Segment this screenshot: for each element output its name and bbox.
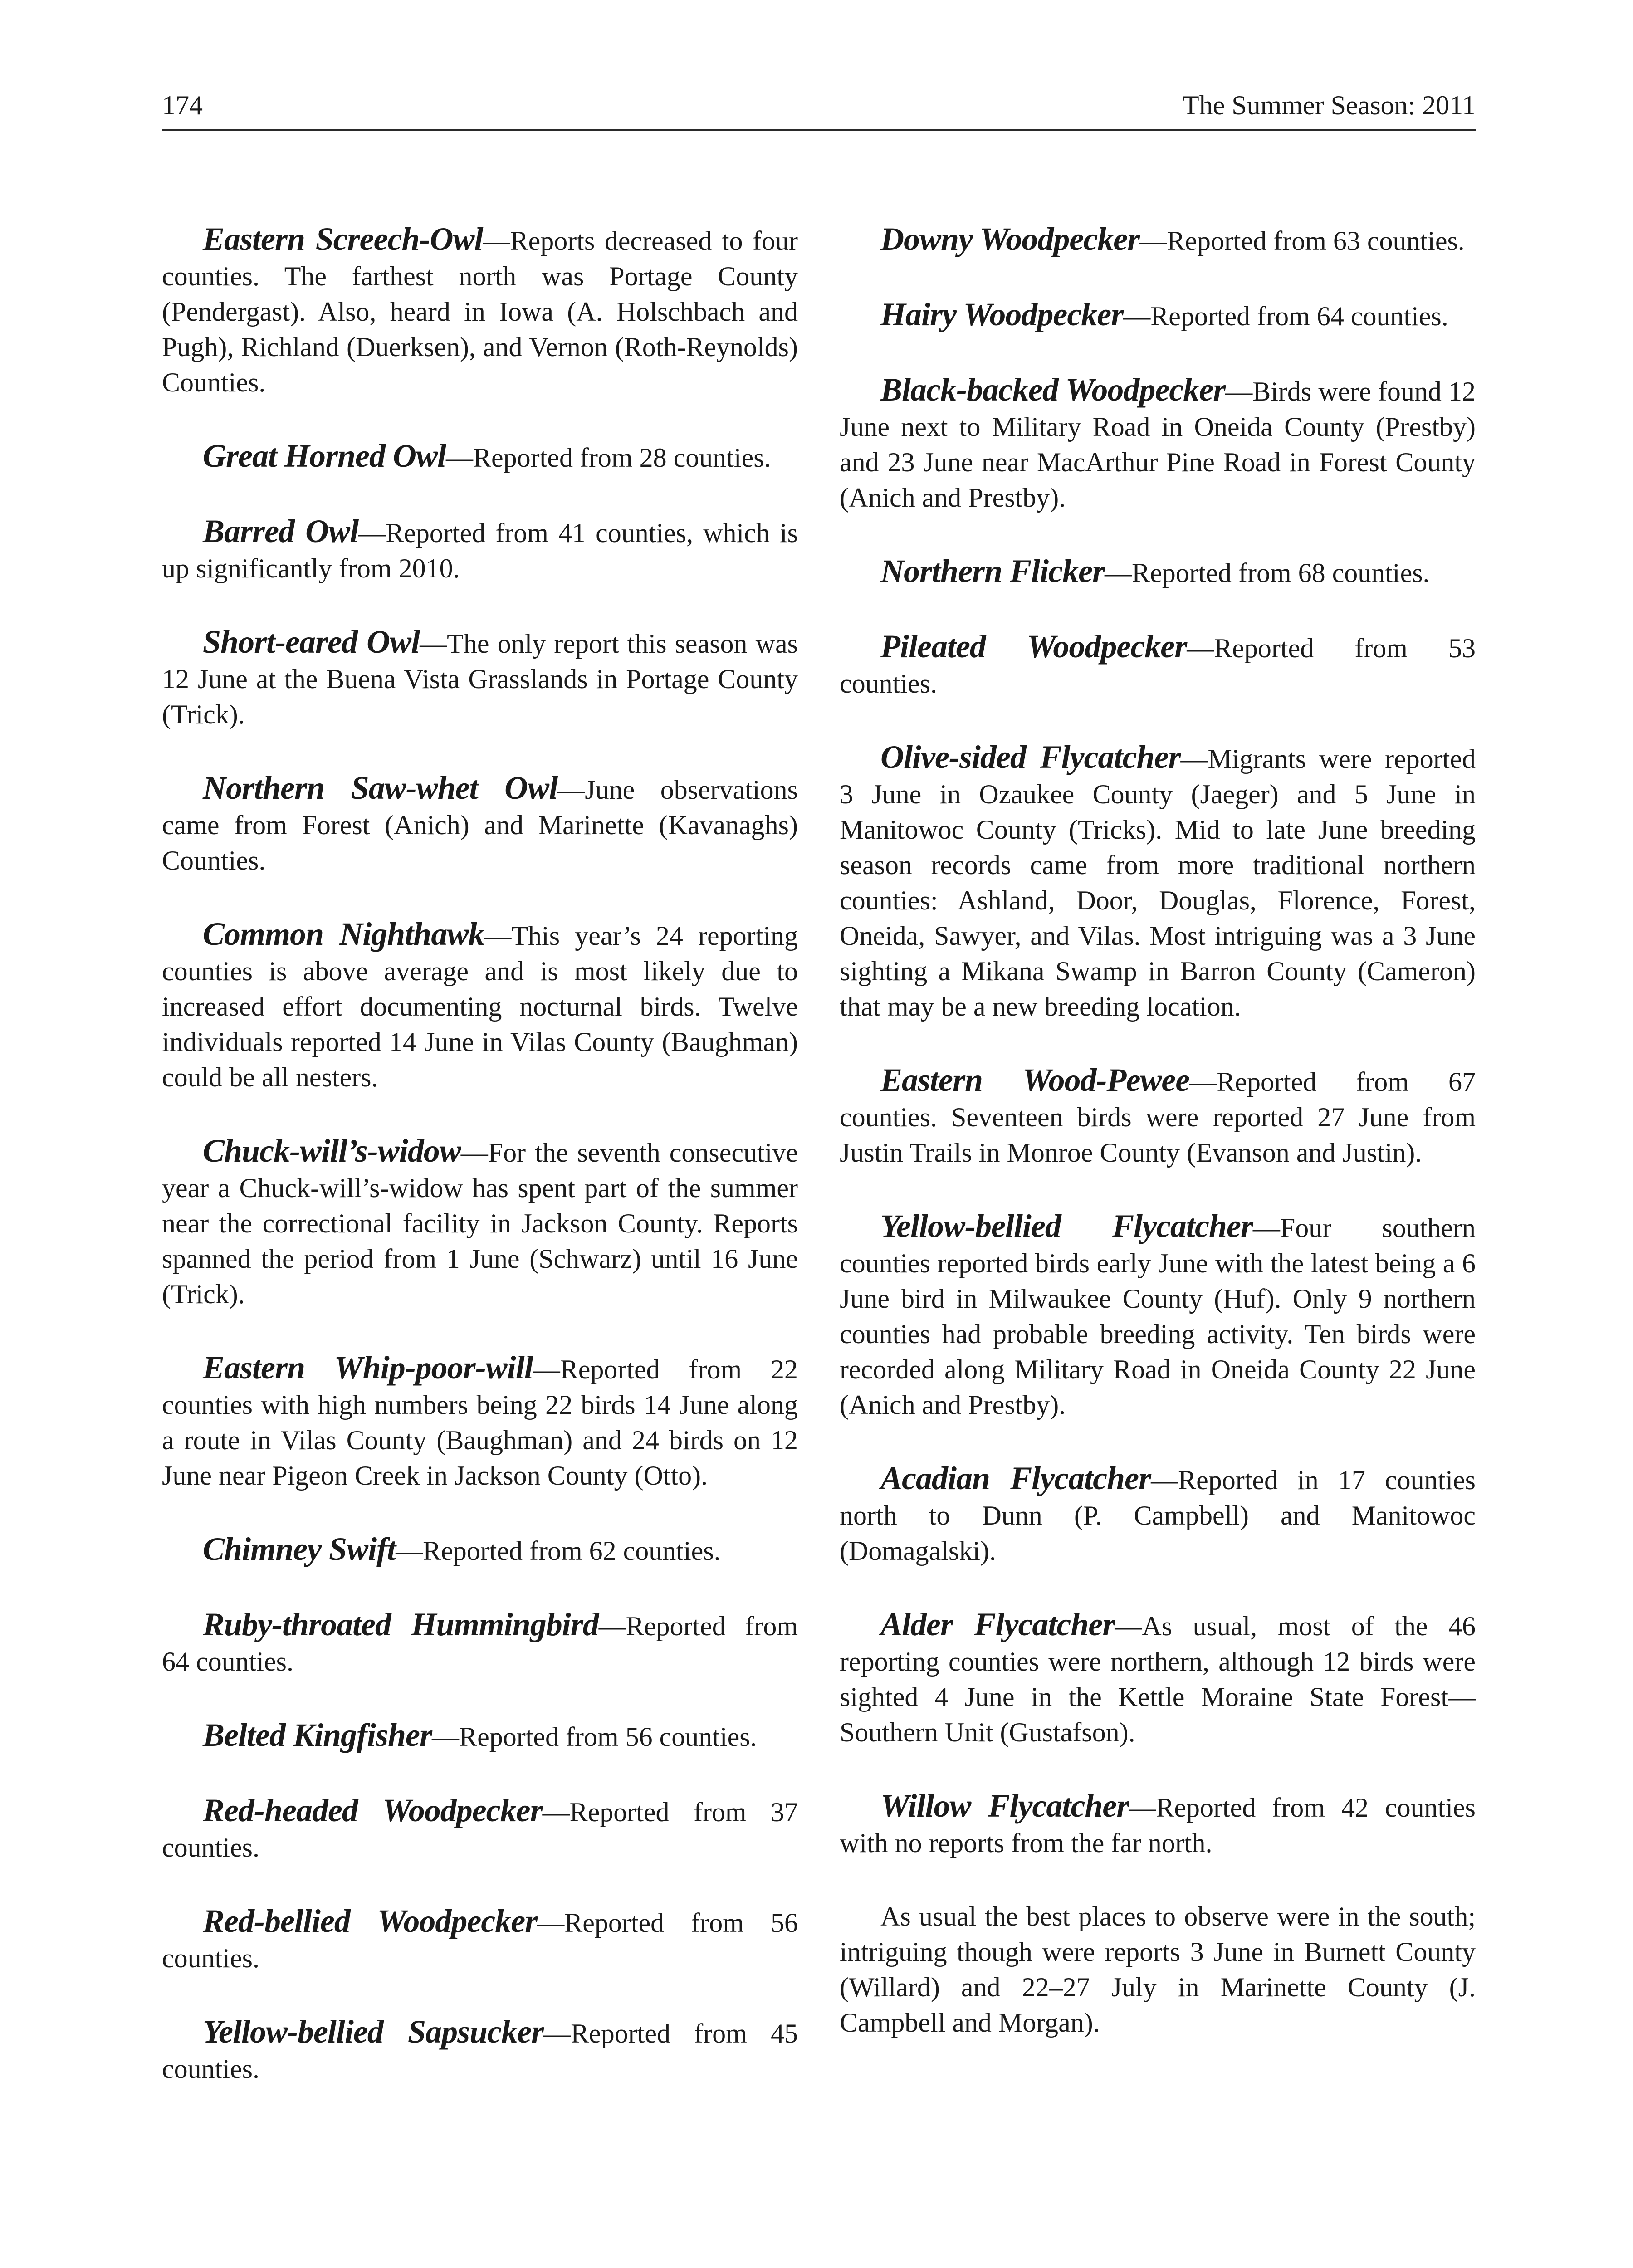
species-account: —This year’s 24 reporting counties is above average and is most likely due to increased effort documenting nocturnal birds. Twelve individuals reported 14 June in Vilas County (Baughman) could be all nesters. [162,921,798,1092]
species-name: Pileated Woodpecker [880,628,1187,665]
species-name: Chimney Swift [203,1531,396,1567]
species-entry [840,1208,1476,1422]
species-name: Yellow-bellied Sapsucker [203,2014,544,2050]
species-account: —Reported from 22 counties with high numbers being 22 birds 14 June along a route in Vilas County (Baughman) and 24 birds on 12 June near Pigeon Creek in Jackson County (Otto). [162,1354,798,1491]
species-account: —Reported from 45 counties. [162,2019,798,2084]
species-account: —Reported from 56 counties. [162,1908,798,1973]
left-column [162,221,798,2125]
species-account: —Reported from 64 counties. [162,1611,798,1677]
species-entry [162,770,798,878]
species-entry [840,1607,1476,1750]
species-entry [162,916,798,1095]
species-entry [840,739,1476,1024]
species-entry [840,553,1476,591]
species-name: Barred Owl [203,513,359,549]
species-entry [162,1531,798,1569]
species-name: Great Horned Owl [203,438,446,474]
species-name: Northern Flicker [880,553,1105,589]
species-entry [840,629,1476,701]
page-number: 174 [162,90,203,120]
species-entry [162,513,798,586]
right-column [840,221,1476,2078]
species-name: Willow Flycatcher [880,1788,1129,1824]
species-account: —Reported from 68 counties. [1105,558,1430,588]
species-entry [840,1788,1476,1861]
species-account: —June observations came from Forest (Anich) and Marinette (Kavanaghs) Counties. [162,775,798,875]
species-entry [162,1350,798,1493]
species-name: Eastern Wood-Pewee [880,1062,1190,1098]
species-name: Olive-sided Flycatcher [880,739,1181,775]
species-account: —Reported from 28 counties. [446,443,771,473]
species-name: Alder Flycatcher [880,1606,1115,1642]
running-title: The Summer Season: 2011 [1182,90,1476,120]
species-name: Eastern Screech-Owl [203,221,483,257]
species-entry [840,1461,1476,1569]
species-account: —For the seventh consecutive year a Chuck-will’s-widow has spent part of the summer near the correctional facility in Jackson County. Reports spanned the period from 1 June (Schwarz) until 16 June (Trick). [162,1138,798,1309]
species-account: —Reported from 37 counties. [162,1797,798,1862]
species-name: Short-eared Owl [203,624,420,660]
species-account: —Reported from 64 counties. [1123,301,1448,331]
species-name: Yellow-bellied Flycatcher [880,1208,1253,1244]
species-name: Red-headed Woodpecker [203,1792,543,1828]
species-entry [162,1717,798,1755]
species-entry [840,297,1476,334]
species-name: Northern Saw-whet Owl [203,770,558,806]
species-account: —Four southern counties reported birds early June with the latest being a 6 June bird in Milwaukee County (Huf). Only 9 northern counties had probable breeding activity. Ten birds were recorded along Military Road in Oneida County 22 June (Anich and Prestby). [840,1213,1476,1420]
species-entry [162,2014,798,2087]
species-account: —Reported from 62 counties. [396,1536,721,1566]
species-entry [162,1607,798,1679]
species-name: Red-bellied Woodpecker [203,1903,538,1939]
species-account: —Migrants were reported 3 June in Ozaukee County (Jaeger) and 5 June in Manitowoc County (Tricks). Mid to late June breeding season records came from more traditional northern counties: Ashland, Door, Douglas, Florence, Forest, Oneida, Sawyer, and Vilas. Most intriguing was a 3 June sighting a Mikana Swamp in Barron County (Cameron) that may be a new breeding location. [840,744,1476,1022]
species-account: —Reported from 63 counties. [1139,226,1465,256]
species-entry [840,1062,1476,1170]
species-account: —The only report this season was 12 June at the Buena Vista Grasslands in Portage County (Trick). [162,629,798,729]
species-account: —As usual, most of the 46 reporting counties were northern, although 12 birds were sighted 4 June in the Kettle Moraine State Forest—Southern Unit (Gustafson). [840,1611,1476,1747]
species-entry [162,438,798,475]
species-entry [162,1903,798,1976]
species-account: —Reported from 67 counties. Seventeen birds were reported 27 June from Justin Trails in Monroe County (Evanson and Justin). [840,1067,1476,1168]
species-name: Downy Woodpecker [880,221,1140,257]
species-entry [162,624,798,732]
species-account: —Birds were found 12 June next to Military Road in Oneida County (Prestby) and 23 June near MacArthur Pine Road in Forest County (Anich and Prestby). [840,376,1476,513]
running-header [162,86,1476,131]
species-name: Acadian Flycatcher [880,1460,1151,1496]
species-entry [840,221,1476,259]
species-name: Belted Kingfisher [203,1717,432,1753]
species-account: —Reported from 56 counties. [432,1722,757,1752]
species-name: Common Nighthawk [203,916,484,952]
species-name: Ruby-throated Hummingbird [203,1606,599,1642]
species-entry [840,372,1476,515]
species-name: Chuck-will’s-widow [203,1133,461,1169]
species-account: —Reported in 17 counties north to Dunn (P. Campbell) and Manitowoc (Domagalski). [840,1465,1476,1566]
species-name: Hairy Woodpecker [880,296,1124,332]
species-account: —Reports decreased to four counties. The farthest north was Portage County (Pendergast). Also, heard in Iowa (A. Holschbach and Pugh), Richland (Duerksen), and Vernon (Roth-Reynolds) Counties. [162,226,798,397]
species-entry [162,1133,798,1312]
species-name: Black-backed Woodpecker [880,371,1226,408]
species-account: —Reported from 42 counties with no reports from the far north. [840,1793,1476,1858]
species-name: Eastern Whip-poor-will [203,1349,533,1386]
species-entry [162,1793,798,1865]
species-account: —Reported from 53 counties. [840,633,1476,699]
closing-paragraph: As usual the best places to observe were in the south; intriguing though were reports 3 June in Burnett County (Willard) and 22–27 July in Marinette County (J. Campbell and Morgan). [840,1901,1476,2038]
species-entry [162,221,798,400]
species-account: —Reported from 41 counties, which is up significantly from 2010. [162,518,798,583]
